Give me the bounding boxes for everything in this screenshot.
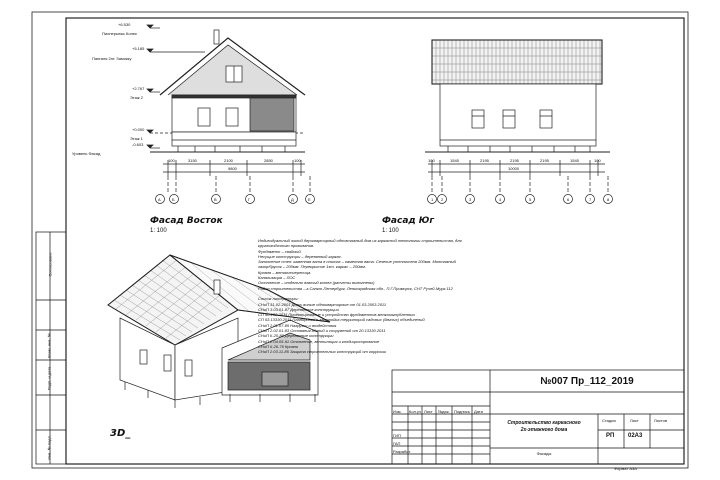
note-line: зазор/брусок – 200мм. Перекрытие 1эт. каркас – 200мм.	[258, 264, 366, 270]
note-line: Заполнение стен: каменная вата в плитах – каменная вата. Сечение утеплителя 200мм. Монтажный	[258, 259, 456, 265]
sheet-header: Лист	[630, 418, 639, 423]
general-notes	[258, 238, 678, 355]
note-line: СНиП 3.03.01-87 Деревянные конструкции	[258, 306, 339, 312]
note-line: Фундамент – свайный.	[258, 248, 302, 254]
south-dim-4: 2195	[510, 158, 519, 163]
project-title-line-2: 2х-этажного дома	[520, 427, 568, 433]
note-line: СНиП 2.03.11-85 Защита строительных конструкций от коррозии	[258, 349, 387, 355]
note-line: СНиП 31-02-2001 Дома жилые одноквартирные от 01.03.2003.2011	[258, 301, 387, 307]
level-label-2: Пангаля 2эт. Замокку	[92, 56, 132, 61]
level-label-5: Уровень Фасад	[72, 151, 101, 156]
south-dim-2: 1545	[450, 158, 459, 163]
level-label-1: Пионерьежс Конек	[102, 31, 137, 36]
east-dim-5: 100	[294, 158, 301, 163]
role-gap: ГАП	[393, 441, 401, 446]
note-line: Несущие конструкции – деревянный каркас.	[258, 253, 343, 259]
level-label-4: Этаж 1	[130, 136, 143, 141]
level-value-5: -0.603	[132, 142, 144, 147]
east-facade-scale: 1: 100	[150, 228, 167, 234]
note-line: СНиП 2.02.01-83 Основания зданий и сооружений от 20.13330.2011	[258, 328, 386, 334]
side-stamp-agreed: Согласовано	[47, 252, 53, 277]
side-stamp-inv: Инв. № подл.	[46, 435, 52, 460]
level-value-2: +5.185	[132, 46, 145, 51]
note-line: Район строительства – г.Санкт-Петербург, Ленинградская обл., П.Г.Приморск, СНТ Ручей-Мурк.112	[258, 285, 453, 291]
note-line: СНиП 2.04.05-91 Отопление, вентиляция и кондиционирование	[258, 338, 380, 344]
level-value-3: +2.767	[132, 86, 145, 91]
note-line: Список литературы:	[258, 296, 299, 302]
role-gip: ГИП	[393, 433, 401, 438]
east-dim-2: 3150	[188, 158, 197, 163]
note-line: СП 53.13330.2011 Планировка и застройка территорий садовых (дачных) объединений	[258, 317, 425, 323]
note-line: Индивидуальный жилой двухквартирный одноэтажный дом из каркасной технологии строительства, для	[258, 238, 462, 243]
south-dim-6: 1545	[570, 158, 579, 163]
sheet-value: 02А3	[628, 433, 643, 439]
note-line: СП 50-102-2011 Проектирование и устройство фундаментов мелкозаглубленных	[258, 312, 416, 318]
south-facade-title: Фасад Юг	[382, 216, 435, 226]
role-developer: Разработ.	[393, 449, 411, 454]
note-line: Отопление – отдельно взятый котел (расчеты выполнены)	[258, 280, 375, 286]
south-dim-5: 2195	[540, 158, 549, 163]
south-axis-3: 3	[469, 197, 472, 202]
level-value-1: +6.530	[118, 22, 131, 27]
east-facade	[147, 25, 315, 204]
south-dim-3: 2195	[480, 158, 489, 163]
south-axis-7: 7	[589, 197, 592, 202]
south-axis-2: 2	[441, 197, 444, 202]
side-stamp-replace: Взам. инв. №	[46, 333, 52, 358]
east-dim-1: 100	[168, 158, 175, 163]
iso-view-title: 3D_	[110, 428, 131, 439]
east-dim-4: 2850	[264, 158, 273, 163]
east-dim-3: 2100	[224, 158, 233, 163]
col-header-doc: №док.	[438, 409, 450, 414]
col-header-date: Дата	[474, 409, 483, 414]
note-line: Кровля – металлочерепица.	[258, 269, 312, 275]
note-line: Канализация – ЛОС	[258, 275, 296, 281]
col-header-list: Лист	[424, 409, 433, 414]
east-axis-d: Д	[291, 197, 294, 202]
project-title	[492, 420, 596, 434]
east-axis-b: Б	[172, 197, 175, 202]
note-line: СНиП II-26-76 Кровли	[258, 343, 299, 349]
col-header-sign: Подпись	[454, 409, 470, 414]
south-dim-1: 100	[428, 158, 435, 163]
col-header-kol: Кол.уч	[409, 409, 421, 414]
sheet-format: Формат А3А	[614, 466, 637, 471]
east-dim-total: 9800	[228, 166, 237, 171]
stage-value: РП	[606, 433, 615, 439]
south-axis-8: 8	[607, 197, 610, 202]
east-axis-v: В	[214, 197, 217, 202]
south-dim-total: 10000	[508, 166, 520, 171]
south-axis-6: 6	[567, 197, 570, 202]
east-axis-a: А	[158, 197, 161, 202]
level-label-3: Этаж 2	[130, 95, 143, 100]
stage-header: Стадия	[602, 418, 616, 423]
project-title-line-1: Строительство каркасного	[507, 420, 581, 426]
col-header-izm: Изм.	[393, 409, 402, 414]
east-axis-g: Г	[248, 197, 251, 202]
side-stamp-sign-date: Подп. и дата	[46, 366, 52, 391]
east-axis-e: Е	[308, 197, 311, 202]
sheets-header: Листов	[654, 418, 667, 423]
south-facade-scale: 1: 100	[382, 228, 399, 234]
note-line: СНиП 2.01.07-85 Нагрузки и воздействия	[258, 322, 337, 328]
east-facade-title: Фасад Восток	[150, 216, 223, 226]
south-facade	[425, 40, 613, 204]
south-dim-7: 100	[594, 158, 601, 163]
note-line: круглогодичного проживания.	[258, 243, 315, 249]
document-number: №007 Пр_112_2019	[540, 376, 634, 387]
south-axis-1: 1	[431, 197, 434, 202]
south-axis-5: 5	[529, 197, 532, 202]
sheet-name: Фасады	[536, 451, 552, 456]
note-line: СНиП II-25-80 Деревянные конструкции	[258, 333, 334, 339]
level-value-4: +0.000	[132, 127, 145, 132]
south-axis-4: 4	[499, 197, 502, 202]
